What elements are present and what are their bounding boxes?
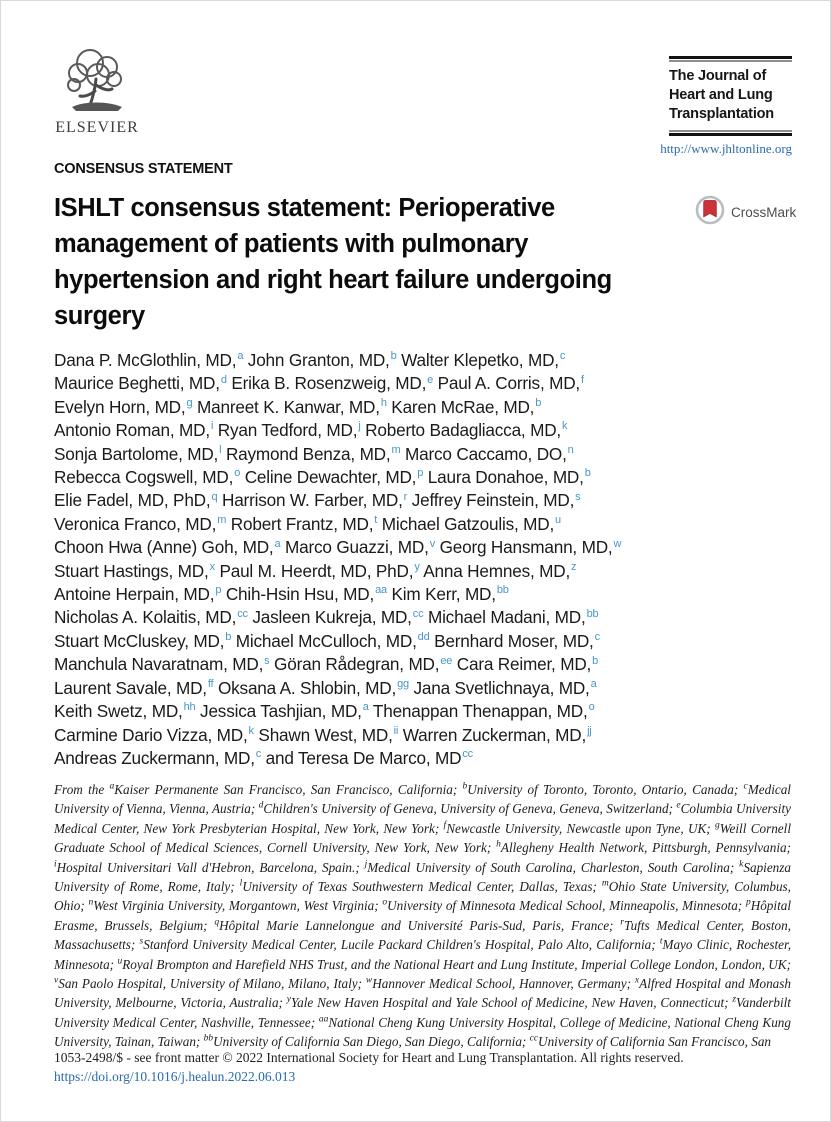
affiliation-superscript: c bbox=[743, 781, 748, 792]
affiliation-superscript: aa bbox=[318, 1014, 329, 1025]
journal-title-line: Transplantation bbox=[669, 106, 774, 122]
doi-link[interactable]: https://doi.org/10.1016/j.healun.2022.06.013 bbox=[54, 1069, 296, 1084]
author-affiliation-superscript: g bbox=[186, 397, 193, 410]
author-affiliation-superscript: e bbox=[427, 373, 434, 386]
author-affiliation-superscript: ii bbox=[393, 724, 399, 737]
masthead-rule-bottom-thin bbox=[669, 130, 792, 132]
author-line bbox=[54, 536, 704, 559]
author-line bbox=[54, 372, 704, 395]
author-affiliation-superscript: cc bbox=[412, 607, 424, 620]
author-name: Manchula Navaratnam, MD, bbox=[54, 654, 264, 675]
affiliation-superscript: cc bbox=[529, 1033, 539, 1044]
author-name: Anna Hemnes, MD, bbox=[419, 560, 571, 581]
author-affiliation-superscript: r bbox=[403, 490, 408, 503]
author-name: Roberto Badagliacca, MD, bbox=[360, 420, 561, 441]
affiliation-text: Hôpital Marie Lannelongue and Université Paris-Sud, Paris, France; bbox=[219, 917, 621, 933]
author-name: Choon Hwa (Anne) Goh, MD, bbox=[54, 537, 274, 558]
author-name: Ryan Tedford, MD, bbox=[213, 420, 358, 441]
author-name: Maurice Beghetti, MD, bbox=[54, 373, 220, 394]
affiliation-superscript: u bbox=[117, 956, 123, 967]
journal-title bbox=[669, 62, 792, 130]
elsevier-logo bbox=[49, 45, 145, 137]
article-type-label: CONSENSUS STATEMENT bbox=[54, 161, 233, 177]
page-footer bbox=[54, 1049, 684, 1086]
author-name: Paul A. Corris, MD, bbox=[433, 373, 580, 394]
affiliation-text: University of Toronto, Toronto, Ontario, Canada; bbox=[467, 782, 744, 797]
author-affiliation-superscript: d bbox=[220, 373, 227, 386]
author-line bbox=[54, 513, 704, 536]
affiliation-text: Hôpital Erasme, Brussels, Belgium; bbox=[54, 898, 791, 933]
author-affiliation-superscript: b bbox=[535, 397, 542, 410]
affiliation-superscript: h bbox=[496, 839, 501, 850]
author-affiliation-superscript: k bbox=[248, 724, 254, 737]
author-affiliation-superscript: a bbox=[237, 350, 244, 363]
author-affiliation-superscript: b bbox=[584, 467, 591, 480]
affiliation-superscript: j bbox=[364, 859, 368, 870]
affiliation-superscript: n bbox=[88, 898, 94, 909]
author-name: Marco Caccamo, DO, bbox=[400, 443, 567, 464]
affiliation-text: University of California San Diego, San Diego, California; bbox=[213, 1034, 530, 1050]
affiliation-superscript: s bbox=[139, 936, 144, 947]
author-list bbox=[54, 349, 704, 770]
author-name: Karen McRae, MD, bbox=[386, 396, 535, 417]
author-name: Sonja Bartolome, MD, bbox=[54, 443, 219, 464]
affiliation-text: Tufts Medical Center, Boston, Massachusetts; bbox=[54, 917, 791, 953]
author-affiliation-superscript: x bbox=[209, 560, 215, 573]
affiliation-superscript: g bbox=[715, 820, 720, 831]
author-line bbox=[54, 560, 704, 583]
author-name: Rebecca Cogswell, MD, bbox=[54, 467, 234, 488]
author-name: Michael Madani, MD, bbox=[423, 607, 586, 628]
author-name: Stuart McCluskey, MD, bbox=[54, 630, 225, 651]
author-name: Marco Guazzi, MD, bbox=[280, 537, 429, 558]
author-line bbox=[54, 583, 704, 606]
affiliation-superscript: w bbox=[365, 975, 373, 986]
affiliation-text: Hospital Universitari Vall d'Hebron, Barcelona, Spain.; bbox=[56, 859, 365, 875]
author-affiliation-superscript: v bbox=[429, 537, 435, 550]
author-name: Oksana A. Shlobin, MD, bbox=[213, 677, 397, 698]
article-title-line: surgery bbox=[54, 302, 145, 330]
author-affiliation-superscript: y bbox=[414, 560, 420, 573]
affiliation-text: From the bbox=[54, 782, 110, 797]
author-affiliation-superscript: ff bbox=[207, 677, 214, 690]
author-name: Michael Gatzoulis, MD, bbox=[377, 513, 555, 534]
author-name: Göran Rådegran, MD, bbox=[269, 654, 440, 675]
author-affiliation-superscript: a bbox=[590, 677, 597, 690]
affiliation-text: Alfred Hospital and Monash University, Melbourne, Victoria, Australia; bbox=[54, 976, 791, 1011]
author-name: Antoine Herpain, MD, bbox=[54, 584, 215, 605]
author-name: Bernhard Moser, MD, bbox=[429, 630, 594, 651]
affiliation-superscript: v bbox=[54, 975, 59, 986]
author-affiliation-superscript: m bbox=[217, 514, 227, 527]
author-affiliation-superscript: c bbox=[255, 748, 262, 761]
affiliation-superscript: bb bbox=[203, 1033, 214, 1044]
journal-title-line: The Journal of bbox=[669, 68, 767, 84]
author-affiliation-superscript: k bbox=[562, 420, 568, 433]
author-affiliation-superscript: t bbox=[374, 514, 378, 527]
author-name: Laura Donahoe, MD, bbox=[423, 467, 584, 488]
author-name: Jana Svetlichnaya, MD, bbox=[408, 677, 590, 698]
author-line bbox=[54, 724, 704, 747]
affiliation-text: Mayo Clinic, Rochester, Minnesota; bbox=[54, 937, 792, 972]
author-name: Kim Kerr, MD, bbox=[386, 584, 496, 605]
author-name: Thenappan Thenappan, MD, bbox=[368, 701, 588, 722]
affiliation-superscript: l bbox=[239, 878, 243, 889]
author-affiliation-superscript: u bbox=[555, 514, 561, 527]
author-name: Manreet K. Kanwar, MD, bbox=[192, 396, 380, 417]
author-name: Paul M. Heerdt, MD, PhD, bbox=[214, 560, 414, 581]
author-affiliation-superscript: s bbox=[264, 654, 270, 667]
author-name: Jessica Tashjian, MD, bbox=[195, 701, 362, 722]
affiliation-superscript: o bbox=[382, 898, 388, 909]
author-name: Shawn West, MD, bbox=[253, 724, 393, 745]
author-affiliation-superscript: c bbox=[559, 350, 566, 363]
author-affiliation-superscript: i bbox=[210, 420, 214, 433]
author-affiliation-superscript: z bbox=[571, 560, 577, 573]
affiliation-superscript: b bbox=[462, 781, 468, 792]
affiliation-superscript: r bbox=[620, 917, 624, 928]
affiliation-superscript: z bbox=[732, 995, 737, 1006]
affiliation-text: Newcastle University, Newcastle upon Tyne, UK; bbox=[446, 820, 716, 836]
author-affiliation-superscript: a bbox=[362, 701, 369, 714]
author-affiliation-superscript: b bbox=[390, 350, 397, 363]
author-line bbox=[54, 443, 704, 466]
journal-title-line: Heart and Lung bbox=[669, 87, 773, 103]
affiliation-text: Medical University of Vienna, Vienna, Austria; bbox=[54, 782, 791, 817]
author-affiliation-superscript: bb bbox=[496, 584, 509, 597]
crossmark-badge[interactable] bbox=[695, 195, 796, 230]
author-affiliation-superscript: h bbox=[380, 397, 387, 410]
masthead-rule-bottom-thick bbox=[669, 133, 792, 136]
affiliation-superscript: e bbox=[676, 801, 681, 812]
author-name: Carmine Dario Vizza, MD, bbox=[54, 724, 248, 745]
affiliation-text: West Virginia University, Morgantown, West Virginia; bbox=[93, 898, 383, 914]
author-name: Jeffrey Feinstein, MD, bbox=[407, 490, 575, 511]
elsevier-tree-icon bbox=[49, 45, 145, 117]
author-line bbox=[54, 630, 704, 653]
author-affiliation-superscript: b bbox=[592, 654, 599, 667]
author-name: Dana P. McGlothlin, MD, bbox=[54, 350, 237, 370]
affiliation-superscript: d bbox=[258, 801, 264, 812]
affiliation-text: University of Minnesota Medical School, Minneapolis, Minnesota; bbox=[387, 898, 746, 914]
affiliation-text: San Paolo Hospital, University of Milano, Milano, Italy; bbox=[58, 976, 366, 992]
article-title bbox=[54, 190, 699, 334]
affiliation-text: Medical University of South Carolina, Charleston, South Carolina; bbox=[367, 859, 740, 875]
affiliation-text: University of Texas Southwestern Medical Center, Dallas, Texas; bbox=[242, 879, 602, 895]
author-line bbox=[54, 489, 704, 512]
author-name: Erika B. Rosenzweig, MD, bbox=[226, 373, 427, 394]
affiliation-text: Hannover Medical School, Hannover, Germany; bbox=[372, 976, 635, 992]
affiliation-text: Allegheny Health Network, Pittsburgh, Pennsylvania; bbox=[500, 840, 791, 856]
author-affiliation-superscript: gg bbox=[397, 677, 409, 690]
crossmark-icon bbox=[695, 195, 725, 230]
affiliation-text: University of California San Francisco, San bbox=[538, 1034, 772, 1050]
affiliation-superscript: y bbox=[286, 995, 291, 1006]
author-name: Evelyn Horn, MD, bbox=[54, 396, 186, 417]
affiliation-text: National Cheng Kung University Hospital, College of Medicine, National Cheng Kung University, Tainan, Taiwan; bbox=[54, 1014, 791, 1050]
author-affiliation-superscript: p bbox=[417, 467, 424, 480]
author-affiliation-superscript: c bbox=[594, 631, 600, 644]
author-line bbox=[54, 396, 704, 419]
author-name: Harrison W. Farber, MD, bbox=[217, 490, 403, 511]
author-name: Michael McCulloch, MD, bbox=[231, 630, 417, 651]
author-name: Jasleen Kukreja, MD, bbox=[247, 607, 412, 628]
elsevier-wordmark: ELSEVIER bbox=[55, 119, 139, 136]
author-name: Andreas Zuckermann, MD, bbox=[54, 747, 255, 768]
author-affiliation-superscript: f bbox=[581, 373, 584, 386]
author-affiliation-superscript: cc bbox=[237, 607, 248, 620]
author-name: John Granton, MD, bbox=[243, 350, 390, 370]
copyright-line: 1053-2498/$ - see front matter © 2022 International Society for Heart and Lung Transplantation. All rights reserved. bbox=[54, 1050, 684, 1065]
author-line bbox=[54, 419, 704, 442]
author-name: Veronica Franco, MD, bbox=[54, 513, 217, 534]
affiliation-superscript: t bbox=[659, 936, 663, 947]
author-affiliation-superscript: hh bbox=[183, 701, 196, 714]
affiliation-superscript: i bbox=[54, 859, 57, 870]
affiliation-text: Ohio State University, Columbus, Ohio; bbox=[54, 879, 791, 914]
affiliation-text: Weill Cornell Graduate School of Medical Sciences, Cornell University, New York, New York; bbox=[54, 820, 791, 856]
author-line bbox=[54, 677, 704, 700]
affiliation-text: Yale New Haven Hospital and Yale School of Medicine, New Haven, Connecticut; bbox=[291, 995, 733, 1011]
author-affiliation-superscript: n bbox=[567, 443, 574, 456]
author-affiliation-superscript: dd bbox=[417, 631, 430, 644]
author-affiliation-superscript: aa bbox=[375, 584, 387, 597]
author-name: Stuart Hastings, MD, bbox=[54, 560, 209, 581]
affiliation-text: Columbia University Medical Center, New York Presbyterian Hospital, New York, New York; bbox=[54, 801, 791, 836]
author-affiliation-superscript: bb bbox=[586, 607, 599, 620]
affiliation-superscript: m bbox=[601, 878, 609, 889]
author-line bbox=[54, 700, 704, 723]
author-name: Cara Reimer, MD, bbox=[452, 654, 592, 675]
author-affiliation-superscript: w bbox=[613, 537, 622, 550]
author-affiliation-superscript: o bbox=[234, 467, 241, 480]
journal-masthead bbox=[660, 56, 792, 156]
affiliation-superscript: q bbox=[214, 917, 220, 928]
author-affiliation-superscript: jj bbox=[587, 724, 592, 737]
affiliation-text: Children's University of Geneva, University of Geneva, Geneva, Switzerland; bbox=[263, 801, 677, 817]
author-affiliation-superscript: b bbox=[225, 631, 232, 644]
author-line bbox=[54, 466, 704, 489]
affiliation-text: Sapienza University of Rome, Rome, Italy; bbox=[54, 859, 791, 895]
author-name: Laurent Savale, MD, bbox=[54, 677, 207, 698]
author-name: Nicholas A. Kolaitis, MD, bbox=[54, 607, 237, 628]
affiliation-superscript: p bbox=[745, 898, 751, 909]
author-line bbox=[54, 653, 704, 676]
author-name: Walter Klepetko, MD, bbox=[396, 350, 559, 370]
author-name: Robert Frantz, MD, bbox=[226, 513, 374, 534]
author-affiliation-superscript: m bbox=[391, 443, 401, 456]
affiliation-text: Royal Brompton and Harefield NHS Trust, and the National Heart and Lung Institute, Imperial College London, London, UK; bbox=[122, 956, 791, 972]
author-affiliation-superscript: s bbox=[575, 490, 581, 503]
crossmark-label: CrossMark bbox=[731, 205, 797, 220]
author-name: Georg Hansmann, MD, bbox=[435, 537, 613, 558]
author-name: Celine Dewachter, MD, bbox=[240, 467, 417, 488]
author-affiliation-superscript: cc bbox=[462, 748, 473, 761]
author-affiliation-superscript: l bbox=[219, 443, 222, 456]
affiliation-superscript: k bbox=[739, 859, 744, 870]
author-line bbox=[54, 747, 704, 770]
journal-url-link[interactable]: http://www.jhltonline.org bbox=[660, 141, 792, 156]
affiliation-superscript: f bbox=[443, 820, 447, 831]
affiliation-superscript: a bbox=[109, 781, 115, 792]
author-line bbox=[54, 606, 704, 629]
author-affiliation-superscript: a bbox=[274, 537, 281, 550]
author-name: Chih-Hsin Hsu, MD, bbox=[221, 584, 375, 605]
article-title-line: management of patients with pulmonary bbox=[54, 230, 529, 258]
author-line bbox=[54, 349, 704, 372]
author-name: Warren Zuckerman, MD, bbox=[398, 724, 587, 745]
author-name: Keith Swetz, MD, bbox=[54, 701, 183, 722]
author-affiliation-superscript: ee bbox=[440, 654, 453, 667]
author-name: and Teresa De Marco, MD bbox=[261, 747, 462, 768]
author-affiliation-superscript: o bbox=[588, 701, 595, 714]
affiliation-superscript: x bbox=[634, 975, 640, 986]
author-name: Antonio Roman, MD, bbox=[54, 420, 210, 441]
masthead-rule-top-thick bbox=[669, 56, 792, 59]
author-name: Elie Fadel, MD, PhD, bbox=[54, 490, 211, 511]
author-affiliation-superscript: q bbox=[211, 490, 218, 503]
affiliations bbox=[54, 780, 791, 1052]
article-title-line: ISHLT consensus statement: Perioperative bbox=[54, 194, 555, 222]
article-title-line: hypertension and right heart failure undergoing bbox=[54, 266, 612, 294]
affiliation-text: Vanderbilt University Medical Center, Nashville, Tennessee; bbox=[54, 995, 791, 1030]
author-affiliation-superscript: p bbox=[215, 584, 222, 597]
affiliation-text: Stanford University Medical Center, Lucile Packard Children's Hospital, Palo Alto, California; bbox=[143, 937, 660, 953]
author-name: Raymond Benza, MD, bbox=[221, 443, 391, 464]
affiliation-text: Kaiser Permanente San Francisco, San Francisco, California; bbox=[114, 782, 463, 797]
author-affiliation-superscript: j bbox=[358, 420, 361, 433]
